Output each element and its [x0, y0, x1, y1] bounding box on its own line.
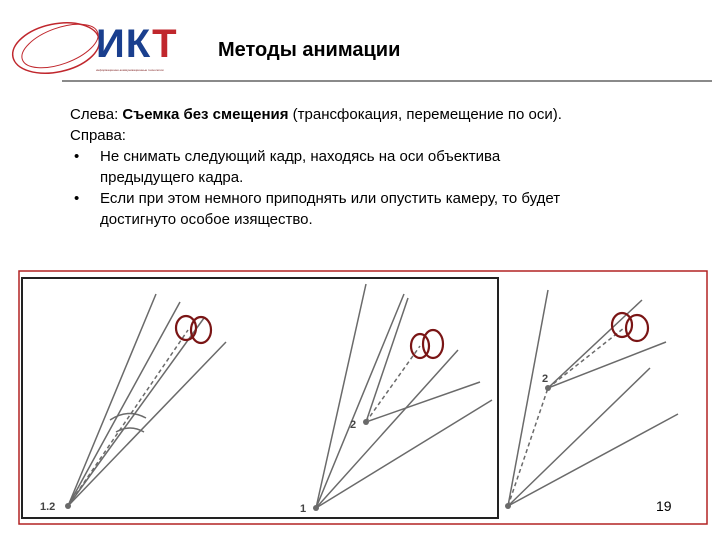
- panel-1-label: 1.2: [40, 501, 56, 513]
- panel-2-diagram: [316, 284, 492, 508]
- figure-border: [19, 271, 707, 524]
- camera-angle-diagram: [18, 270, 708, 525]
- slide-body: [70, 104, 700, 230]
- camera-position-marker: [545, 385, 551, 391]
- panel-3-diagram: [508, 290, 678, 506]
- panel-1-object: [176, 316, 211, 343]
- camera-position-marker: [65, 503, 71, 509]
- panel-2-label-a: 1: [300, 503, 307, 515]
- camera-position-marker: [313, 505, 319, 511]
- panel-2-label-b: 2: [350, 419, 357, 431]
- panel-1-diagram: [68, 294, 226, 506]
- logo-subtitle: информационно-коммуникационные технологии: [96, 68, 164, 72]
- bullet-item: • Не снимать следующий кадр, находясь на оси объектива предыдущего кадра.: [74, 148, 501, 186]
- left-bold-term: Съемка без смещения: [122, 106, 289, 123]
- left-panel-frame: [22, 278, 498, 518]
- bullet-item: • Если при этом немного приподнять или опустить камеру, то будет достигнуто особое изящество.: [74, 190, 561, 228]
- bullet-dot: •: [74, 190, 80, 207]
- slide-title: Методы анимации: [218, 39, 401, 61]
- camera-position-marker: [363, 419, 369, 425]
- logo-wordmark: ИКТ: [96, 22, 178, 66]
- bullet-dot: •: [74, 148, 80, 165]
- left-description: Слева: Съемка без смещения (трансфокация, перемещение по оси).: [70, 106, 562, 123]
- panel-3-object: [612, 313, 648, 341]
- camera-position-marker: [505, 503, 511, 509]
- panel-3-label: 2: [542, 373, 549, 385]
- page-number: 19: [656, 498, 672, 514]
- panel-2-object: [411, 330, 443, 358]
- right-label: Справа:: [70, 127, 126, 144]
- title-divider: [62, 80, 712, 82]
